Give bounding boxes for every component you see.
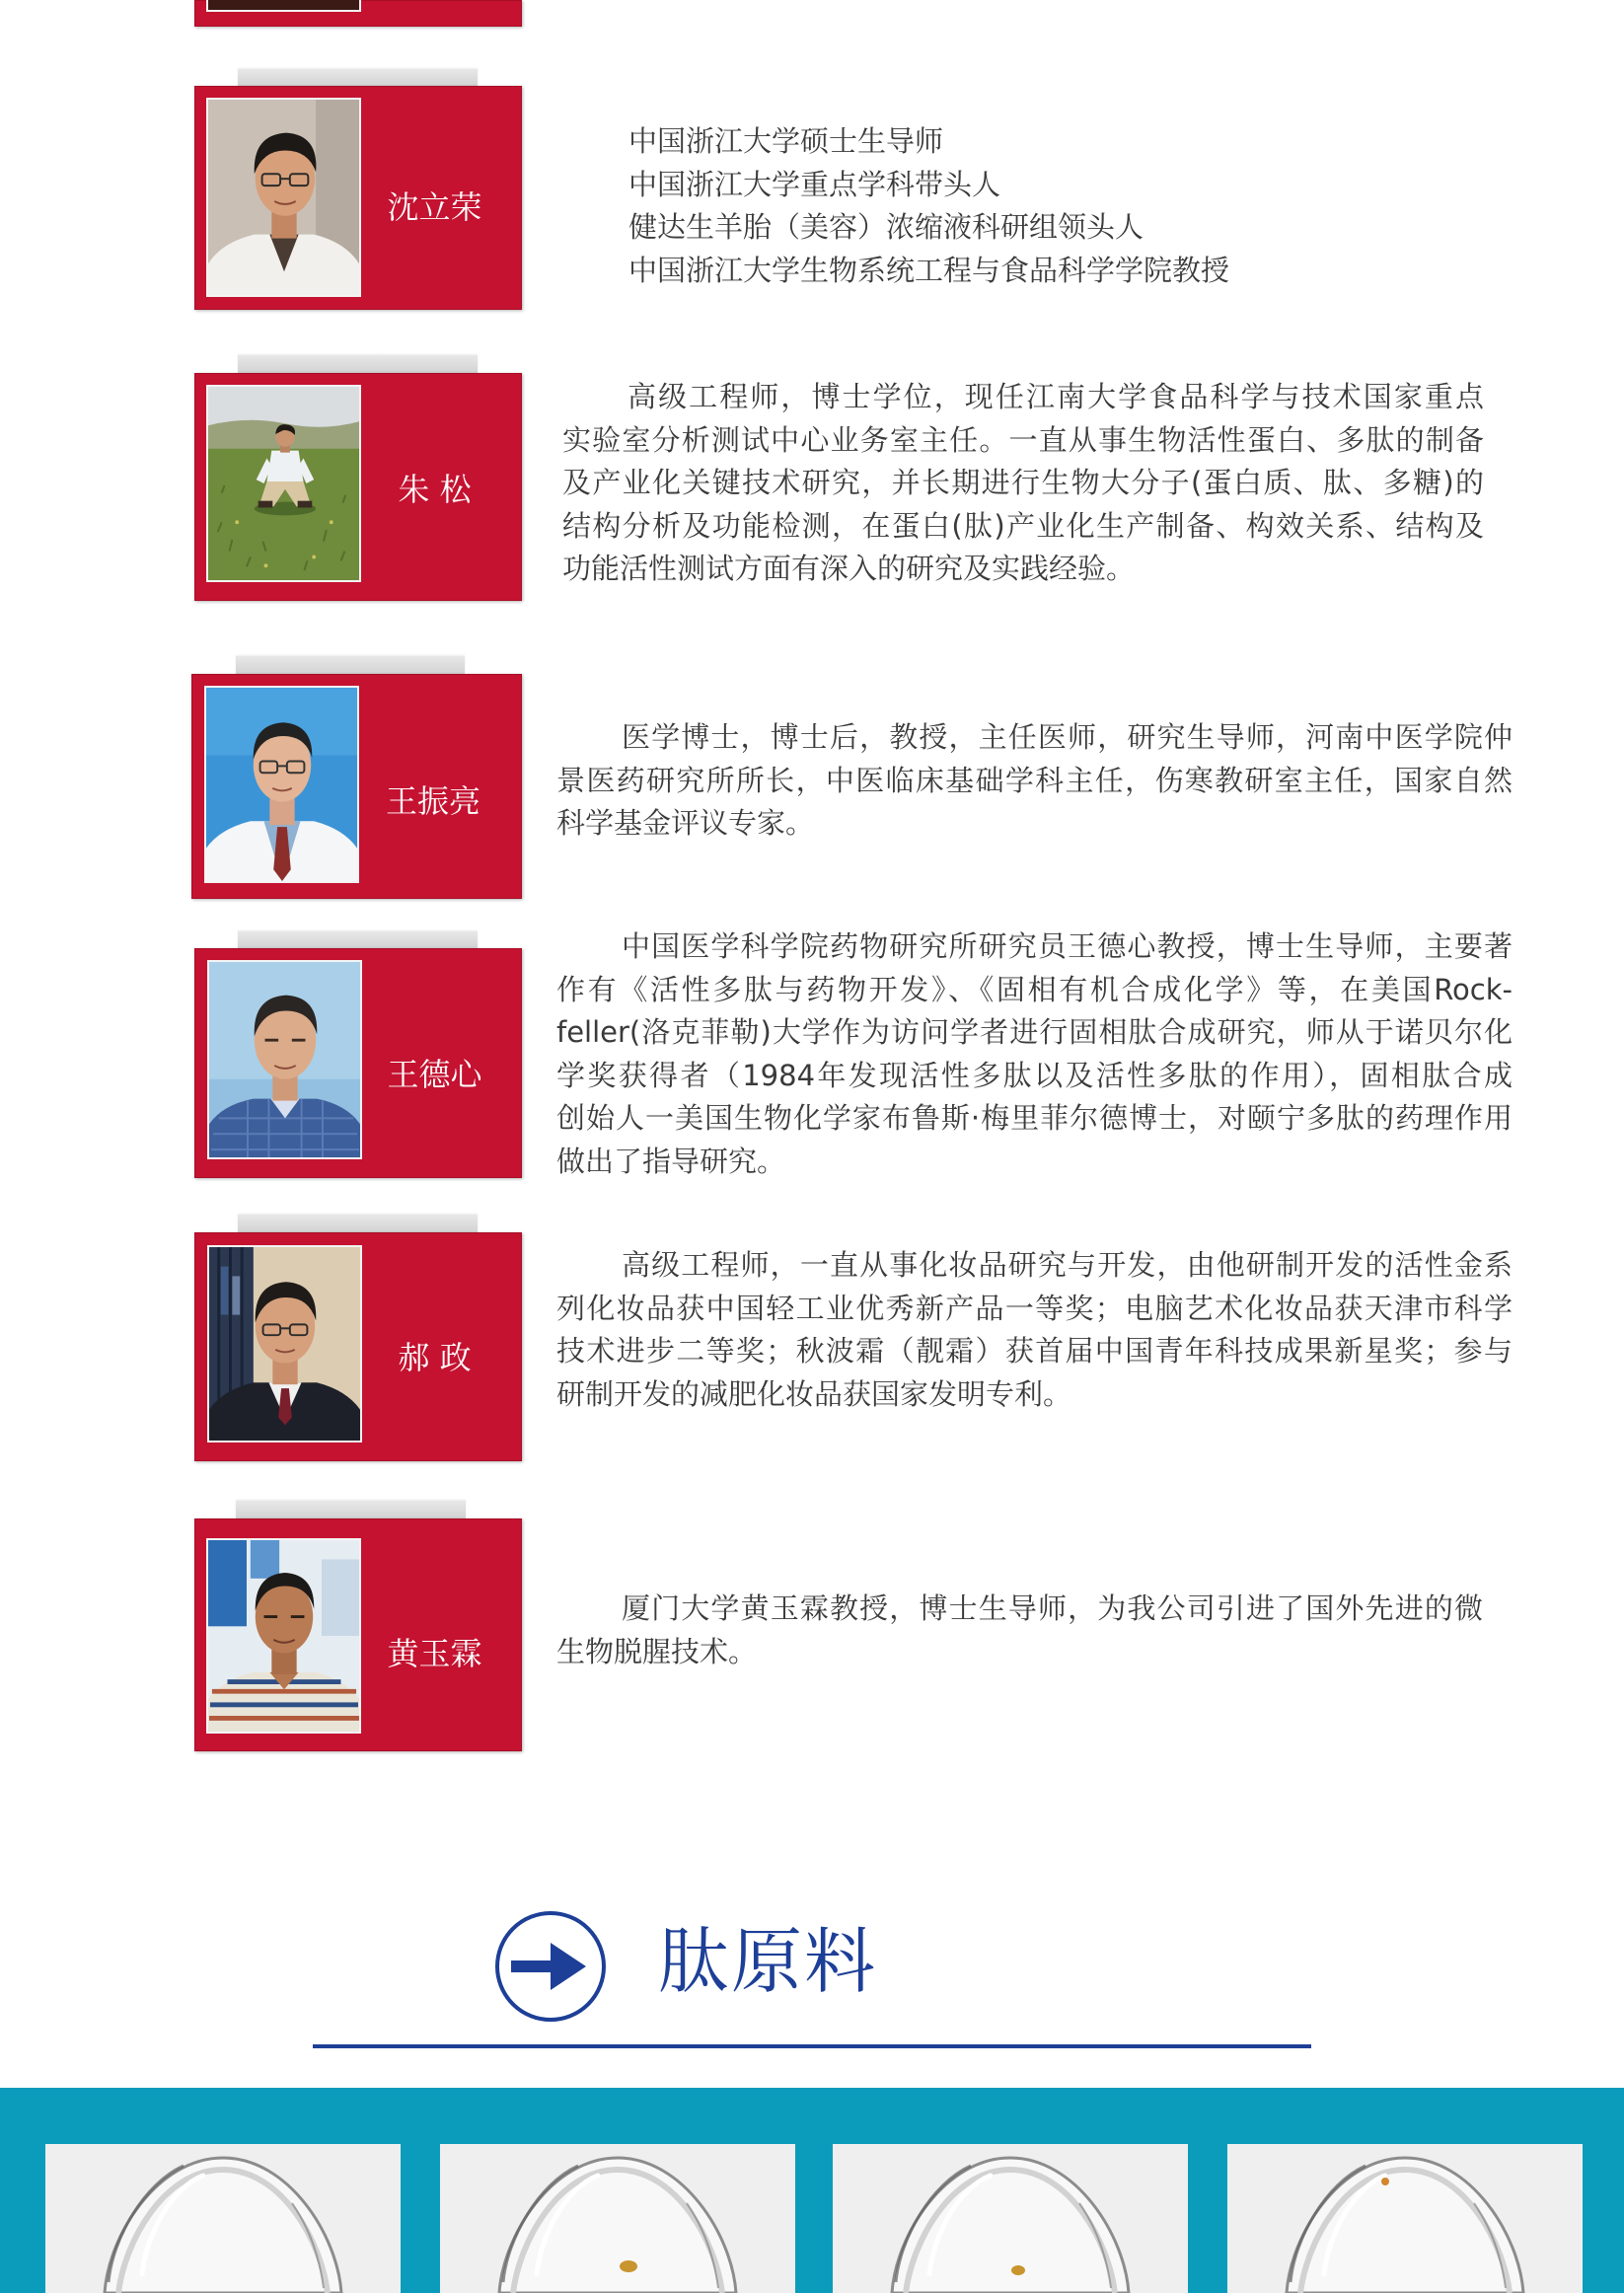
expert-bio (556, 1244, 1513, 1416)
expert-bio (556, 925, 1513, 1184)
product-card (45, 2144, 401, 2293)
bio-line: 高级工程师，一直从事化妆品研究与开发，由他研制开发的活性金系 (622, 1248, 1513, 1282)
bio-line: 研制开发的减肥化妆品获国家发明专利。 (556, 1376, 1072, 1411)
portrait-photo (204, 686, 359, 883)
bottle-image (440, 2144, 795, 2293)
bio-line: 学奖获得者（1984年发现活性多肽以及活性多肽的作用），固相肽合成 (556, 1058, 1513, 1092)
expert-card (194, 1232, 522, 1461)
arrow-circle-icon (493, 1909, 608, 2024)
bio-line: 中国浙江大学生物系统工程与食品科学学院教授 (628, 253, 1230, 287)
bio-line: feller(洛克菲勒)大学作为访问学者进行固相肽合成研究，师从于诺贝尔化 (556, 1015, 1513, 1050)
expert-card (194, 1518, 522, 1751)
section-divider (313, 2044, 1311, 2048)
bio-line: 厦门大学黄玉霖教授，博士生导师，为我公司引进了国外先进的微 (622, 1591, 1483, 1625)
bio-line: 实验室分析测试中心业务室主任。一直从事生物活性蛋白、多肽的制备 (562, 422, 1484, 457)
expert-bio (628, 120, 1229, 292)
bio-line: 功能活性测试方面有深入的研究及实践经验。 (562, 552, 1136, 586)
expert-card (194, 86, 522, 310)
card-tab (238, 69, 478, 86)
bottle-image (1227, 2144, 1583, 2293)
bio-line: 作有《活性多肽与药物开发》、《固相有机合成化学》等，在美国Rock- (556, 972, 1513, 1006)
product-card (833, 2144, 1188, 2293)
portrait-photo (206, 385, 361, 582)
bio-line: 健达生羊胎（美容）浓缩液科研组领头人 (628, 210, 1144, 245)
expert-card (194, 373, 522, 601)
portrait-photo (207, 1245, 362, 1442)
bio-line: 中国浙江大学硕士生导师 (628, 124, 944, 158)
card-tab (236, 1501, 466, 1518)
bio-line: 技术进步二等奖；秋波霜（靓霜）获首届中国青年科技成果新星奖；参与 (556, 1334, 1513, 1368)
portrait-photo (206, 1538, 361, 1734)
bio-line: 高级工程师，博士学位，现任江南大学食品科学与技术国家重点 (627, 380, 1484, 413)
expert-card (194, 948, 522, 1178)
bio-line: 生物脱腥技术。 (556, 1634, 758, 1668)
expert-bio (562, 376, 1484, 591)
expert-name: 沈立荣 (387, 188, 482, 226)
card-tab (238, 1215, 478, 1232)
product-card (1227, 2144, 1583, 2293)
bio-line: 列化妆品获中国轻工业优秀新产品一等奖；电脑艺术化妆品获天津市科学 (556, 1291, 1513, 1325)
expert-name: 郝 政 (398, 1339, 472, 1376)
bio-line: 中国医学科学院药物研究所研究员王德心教授，博士生导师，主要著 (622, 929, 1513, 963)
bio-line: 结构分析及功能检测，在蛋白(肽)产业化生产制备、构效关系、结构及 (562, 508, 1484, 543)
expert-bio (556, 1588, 1483, 1673)
card-tab (238, 931, 478, 948)
bio-line: 医学博士，博士后，教授，主任医师，研究生导师，河南中医学院仲 (622, 720, 1513, 754)
expert-name: 王振亮 (385, 782, 480, 820)
card-tab (238, 355, 478, 373)
portrait-photo (206, 0, 361, 12)
bio-line: 中国浙江大学重点学科带头人 (628, 167, 1001, 201)
bio-line: 科学基金评议专家。 (556, 806, 815, 841)
bio-line: 做出了指导研究。 (556, 1144, 786, 1178)
expert-name: 黄玉霖 (387, 1635, 482, 1672)
expert-bio (556, 716, 1513, 846)
expert-name: 朱 松 (398, 471, 472, 508)
product-card (440, 2144, 795, 2293)
portrait-photo (206, 98, 361, 297)
bottle-image (45, 2144, 401, 2293)
portrait-photo (207, 960, 362, 1159)
section-title: 肽原料 (658, 1920, 878, 2003)
bottle-image (833, 2144, 1188, 2293)
card-tab (236, 656, 465, 674)
bio-line: 景医药研究所所长，中医临床基础学科主任，伤寒教研室主任，国家自然 (556, 763, 1513, 797)
bio-line: 创始人一美国生物化学家布鲁斯·梅里菲尔德博士，对颐宁多肽的药理作用 (556, 1101, 1513, 1136)
bio-line: 及产业化关键技术研究，并长期进行生物大分子(蛋白质、肽、多糖)的 (562, 466, 1484, 500)
expert-card (191, 674, 522, 899)
expert-name: 王德心 (387, 1056, 482, 1093)
expert-card-partial (194, 0, 522, 27)
